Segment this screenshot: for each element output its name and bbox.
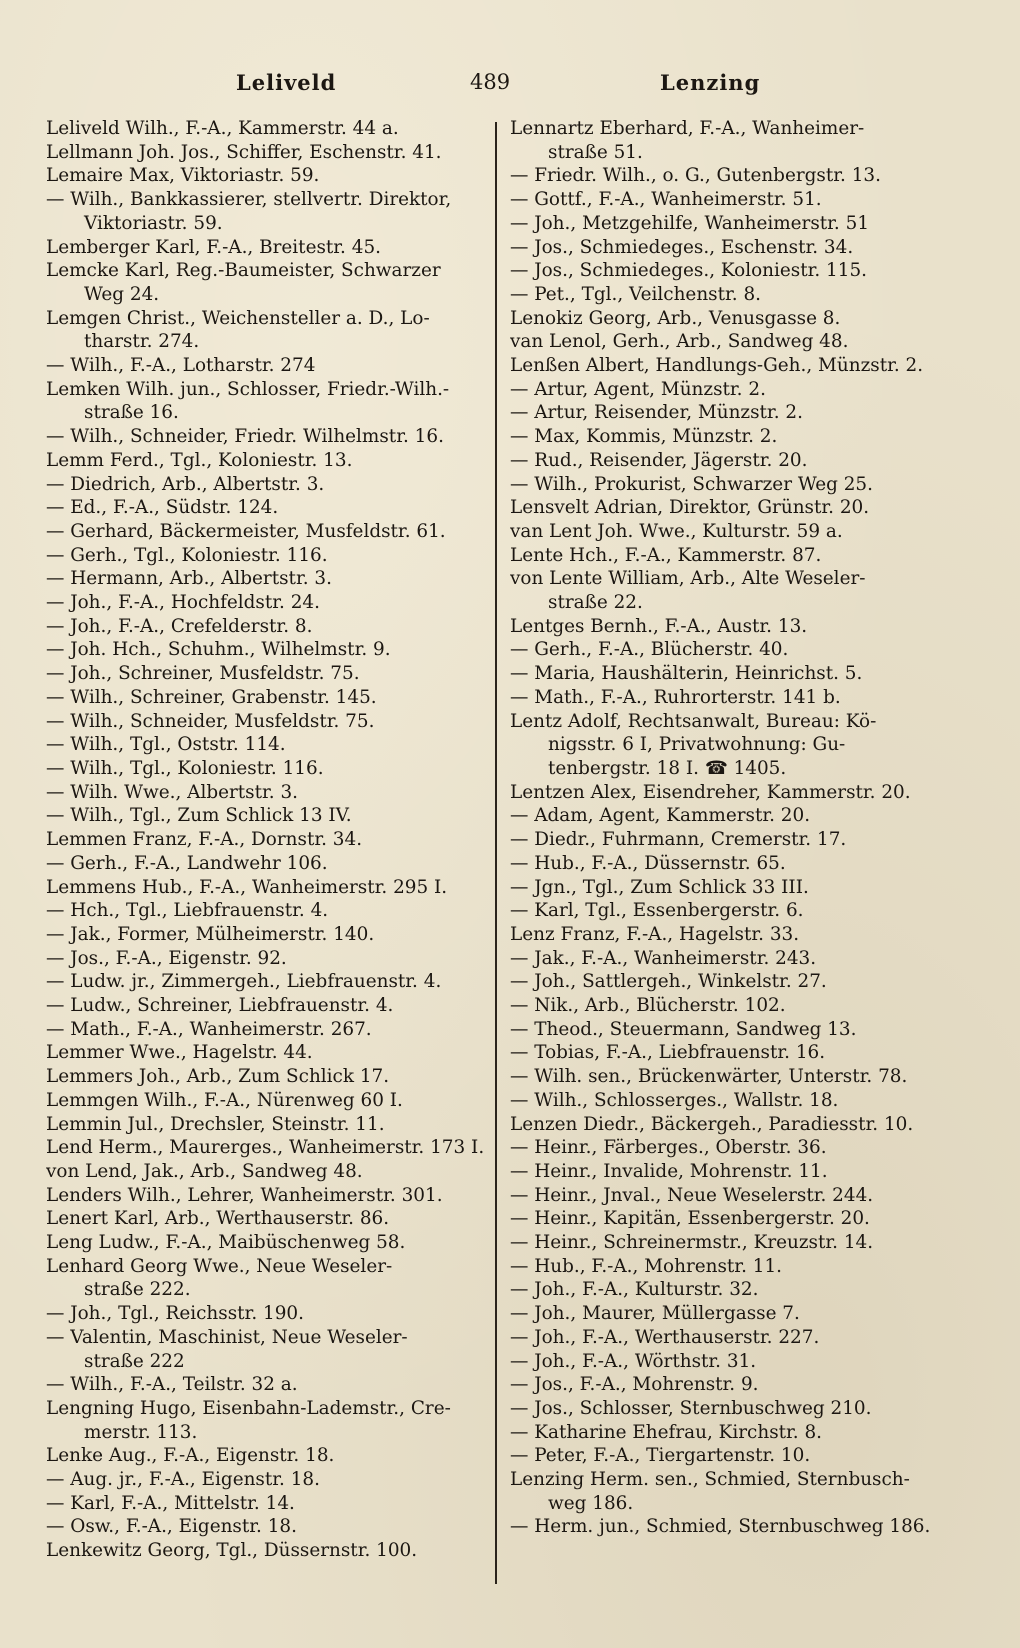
directory-entry [46, 828, 488, 852]
directory-entry [46, 425, 488, 449]
directory-entry [46, 141, 488, 165]
directory-entry [510, 1468, 948, 1515]
entry-line: Lemm Ferd., Tgl., Koloniestr. 13. [46, 449, 353, 471]
entry-line: — Aug. jr., F.-A., Eigenstr. 18. [46, 1469, 320, 1491]
entry-line: — Joh., F.-A., Hochfeldstr. 24. [46, 592, 320, 614]
directory-entry [46, 117, 488, 141]
entry-line: Lennartz Eberhard, F.-A., Wanheimer- [510, 118, 865, 139]
directory-entry [46, 567, 488, 591]
directory-entry [510, 1113, 948, 1137]
directory-entry [510, 378, 948, 402]
entry-line: Lemgen Christ., Weichensteller a. D., Lo- [46, 307, 430, 329]
directory-entry [510, 567, 948, 614]
directory-entry [510, 1350, 948, 1374]
directory-entry [510, 994, 948, 1018]
entry-line: — Wilh., F.-A., Lotharstr. 274 [46, 355, 316, 377]
entry-continuation-line: straße 222 [84, 1350, 185, 1372]
entry-line: Lemaire Max, Viktoriastr. 59. [46, 165, 320, 187]
directory-entry [510, 1089, 948, 1113]
entry-line: — Wilh., Schneider, Friedr. Wilhelmstr. 16. [46, 426, 444, 448]
entry-line: — Max, Kommis, Münzstr. 2. [510, 426, 778, 448]
directory-entry [46, 923, 488, 947]
directory-entry [46, 496, 488, 520]
directory-entry [510, 544, 948, 568]
entry-line: — Maria, Haushälterin, Heinrichst. 5. [510, 663, 863, 685]
entry-line: — Rud., Reisender, Jägerstr. 20. [510, 449, 808, 471]
directory-entry [510, 212, 948, 236]
entry-line: — Wilh., F.-A., Teilstr. 32 a. [46, 1374, 298, 1396]
entry-line: — Ludw. jr., Zimmergeh., Liebfrauenstr. 4. [46, 971, 442, 993]
entry-line: — Gerh., F.-A., Blücherstr. 40. [510, 639, 789, 661]
entry-continuation-line: merstr. 113. [84, 1421, 198, 1443]
entry-line: — Joh., F.-A., Werthauserstr. 227. [510, 1326, 820, 1348]
directory-entry [46, 164, 488, 188]
entry-line: — Jak., Former, Mülheimerstr. 140. [46, 923, 375, 945]
directory-entry [510, 188, 948, 212]
directory-entry [46, 733, 488, 757]
directory-entry [510, 1041, 948, 1065]
directory-entry [46, 544, 488, 568]
entry-line: Leng Ludw., F.-A., Maibüschenweg 58. [46, 1232, 406, 1254]
entry-line: Lemmin Jul., Drechsler, Steinstr. 11. [46, 1113, 385, 1135]
directory-entry [510, 781, 948, 805]
entry-line: — Heinr., Schreinermstr., Kreuzstr. 14. [510, 1232, 874, 1254]
directory-entry [510, 425, 948, 449]
directory-entry [510, 1373, 948, 1397]
entry-line: — Gerhard, Bäckermeister, Musfeldstr. 61. [46, 520, 446, 542]
directory-entry [510, 1444, 948, 1468]
entry-line: — Herm. jun., Schmied, Sternbuschweg 186. [510, 1516, 931, 1538]
entry-line: Lemmers Joh., Arb., Zum Schlick 17. [46, 1066, 390, 1088]
entry-line: van Lenol, Gerh., Arb., Sandweg 48. [510, 331, 849, 353]
entry-line: — Heinr., Jnval., Neue Weselerstr. 244. [510, 1184, 874, 1206]
entry-line: Lend Herm., Maurerges., Wanheimerstr. 173 I. [46, 1137, 485, 1159]
directory-entry [46, 1065, 488, 1089]
directory-entry [510, 1231, 948, 1255]
left-column [46, 117, 488, 1563]
directory-entry [510, 1515, 948, 1539]
entry-line: — Wilh., Tgl., Oststr. 114. [46, 734, 286, 756]
entry-line: Lentz Adolf, Rechtsanwalt, Bureau: Kö- [510, 710, 877, 732]
directory-entry [510, 473, 948, 497]
entry-line: Lellmann Joh. Jos., Schiffer, Eschenstr. 41. [46, 141, 442, 163]
directory-entry [510, 710, 948, 781]
entry-line: Lenokiz Georg, Arb., Venusgasse 8. [510, 307, 841, 329]
directory-entry [46, 1018, 488, 1042]
directory-entry [46, 899, 488, 923]
entry-line: van Lent Joh. Wwe., Kulturstr. 59 a. [510, 520, 843, 542]
entry-continuation-line: straße 22. [548, 592, 643, 614]
entry-continuation-line: nigsstr. 6 I, Privatwohnung: Gu- [548, 734, 846, 756]
directory-entry [510, 899, 948, 923]
directory-entry [510, 1421, 948, 1445]
entry-line: — Heinr., Färberges., Oberstr. 36. [510, 1137, 827, 1159]
directory-entry [46, 354, 488, 378]
directory-entry [46, 1468, 488, 1492]
directory-entry [510, 1255, 948, 1279]
entry-line: — Nik., Arb., Blücherstr. 102. [510, 995, 786, 1017]
entry-line: — Gerh., F.-A., Landwehr 106. [46, 852, 328, 874]
entry-line: — Wilh. Wwe., Albertstr. 3. [46, 781, 299, 803]
entry-line: Lengning Hugo, Eisenbahn-Lademstr., Cre- [46, 1397, 451, 1419]
directory-entry [510, 283, 948, 307]
directory-entry [46, 307, 488, 354]
directory-entry [510, 947, 948, 971]
entry-line: — Wilh., Tgl., Zum Schlick 13 IV. [46, 805, 352, 827]
directory-entry [510, 876, 948, 900]
entry-line: — Joh., F.-A., Wörthstr. 31. [510, 1350, 757, 1372]
directory-entry [510, 117, 948, 164]
directory-entry [510, 1278, 948, 1302]
directory-entry [510, 852, 948, 876]
entry-line: — Theod., Steuermann, Sandweg 13. [510, 1018, 857, 1040]
entry-line: — Joh., Metzgehilfe, Wanheimerstr. 51 [510, 212, 870, 234]
directory-entry [46, 378, 488, 425]
entry-line: Lenz Franz, F.-A., Hagelstr. 33. [510, 923, 800, 945]
entry-line: — Joh. Hch., Schuhm., Wilhelmstr. 9. [46, 639, 391, 661]
directory-entry [46, 236, 488, 260]
entry-line: — Hch., Tgl., Liebfrauenstr. 4. [46, 900, 329, 922]
directory-entry [510, 1207, 948, 1231]
entry-line: — Hub., F.-A., Mohrenstr. 11. [510, 1255, 783, 1277]
entry-line: — Wilh., Prokurist, Schwarzer Weg 25. [510, 473, 873, 495]
directory-entry [510, 307, 948, 331]
entry-continuation-line: Weg 24. [84, 283, 160, 305]
entry-line: Lemmgen Wilh., F.-A., Nürenweg 60 I. [46, 1089, 403, 1111]
entry-line: von Lente William, Arb., Alte Weseler- [510, 568, 866, 590]
directory-entry [46, 615, 488, 639]
directory-entry [46, 1444, 488, 1468]
directory-entry [46, 781, 488, 805]
directory-entry [46, 188, 488, 235]
directory-entry [46, 804, 488, 828]
entry-continuation-line: straße 51. [548, 141, 643, 163]
entry-continuation-line: weg 186. [548, 1492, 634, 1514]
entry-line: Lemken Wilh. jun., Schlosser, Friedr.-Wilh.- [46, 378, 450, 400]
entry-line: — Valentin, Maschinist, Neue Weseler- [46, 1326, 408, 1348]
directory-entry [510, 354, 948, 378]
entry-line: — Joh., F.-A., Crefelderstr. 8. [46, 615, 313, 637]
entry-line: — Heinr., Invalide, Mohrenstr. 11. [510, 1160, 828, 1182]
directory-entry [46, 449, 488, 473]
entry-line: Lemberger Karl, F.-A., Breitestr. 45. [46, 236, 381, 258]
directory-entry [510, 1397, 948, 1421]
directory-entry [46, 970, 488, 994]
directory-entry [510, 236, 948, 260]
entry-line: — Artur, Reisender, Münzstr. 2. [510, 402, 803, 424]
directory-entry [46, 876, 488, 900]
entry-line: — Karl, Tgl., Essenbergerstr. 6. [510, 900, 804, 922]
directory-entry [46, 1041, 488, 1065]
directory-entry [510, 1065, 948, 1089]
entry-line: Leliveld Wilh., F.-A., Kammerstr. 44 a. [46, 118, 399, 139]
entry-line: — Wilh., Schlosserges., Wallstr. 18. [510, 1089, 839, 1111]
directory-entry [510, 828, 948, 852]
entry-line: Lenhard Georg Wwe., Neue Weseler- [46, 1255, 393, 1277]
entry-line: — Joh., Sattlergeh., Winkelstr. 27. [510, 971, 827, 993]
right-column [510, 117, 948, 1539]
entry-line: — Joh., Tgl., Reichsstr. 190. [46, 1303, 304, 1325]
entry-continuation-line: straße 16. [84, 402, 179, 424]
entry-line: Lemmer Wwe., Hagelstr. 44. [46, 1042, 313, 1064]
directory-entry [46, 1231, 488, 1255]
directory-entry [510, 449, 948, 473]
page-header [46, 70, 960, 106]
directory-entry [46, 1397, 488, 1444]
directory-entry [46, 852, 488, 876]
directory-entry [46, 1373, 488, 1397]
entry-line: Lemmen Franz, F.-A., Dornstr. 34. [46, 829, 363, 851]
running-head-left: Leliveld [236, 70, 337, 95]
directory-entry [46, 710, 488, 734]
entry-line: — Diedrich, Arb., Albertstr. 3. [46, 473, 325, 495]
directory-entry [46, 994, 488, 1018]
entry-line: — Hub., F.-A., Düssernstr. 65. [510, 852, 786, 874]
entry-line: — Jos., Schlosser, Sternbuschweg 210. [510, 1397, 872, 1419]
entry-continuation-line: tenbergstr. 18 I. ☎ 1405. [548, 757, 787, 779]
entry-line: — Jos., F.-A., Mohrenstr. 9. [510, 1374, 759, 1396]
directory-entry [510, 330, 948, 354]
directory-entry [46, 259, 488, 306]
entry-line: — Artur, Agent, Münzstr. 2. [510, 378, 766, 400]
entry-line: — Joh., Maurer, Müllergasse 7. [510, 1303, 800, 1325]
entry-line: — Jos., F.-A., Eigenstr. 92. [46, 947, 287, 969]
directory-entry [510, 164, 948, 188]
directory-entry [510, 686, 948, 710]
directory-entry [46, 591, 488, 615]
directory-entry [46, 520, 488, 544]
entry-line: — Friedr. Wilh., o. G., Gutenbergstr. 13. [510, 165, 881, 187]
running-head-right: Lenzing [660, 70, 761, 95]
entry-line: — Joh., Schreiner, Musfeldstr. 75. [46, 663, 360, 685]
entry-line: Lentzen Alex, Eisendreher, Kammerstr. 20. [510, 781, 911, 803]
directory-entry [46, 1207, 488, 1231]
directory-entry [510, 1184, 948, 1208]
entry-line: — Math., F.-A., Ruhrorterstr. 141 b. [510, 686, 841, 708]
directory-entry [46, 662, 488, 686]
entry-line: — Pet., Tgl., Veilchenstr. 8. [510, 283, 762, 305]
directory-entry [46, 1255, 488, 1302]
entry-line: — Osw., F.-A., Eigenstr. 18. [46, 1516, 297, 1538]
entry-continuation-line: Viktoriastr. 59. [84, 212, 223, 234]
entry-line: — Diedr., Fuhrmann, Cremerstr. 17. [510, 829, 847, 851]
entry-line: — Math., F.-A., Wanheimerstr. 267. [46, 1018, 372, 1040]
directory-entry [510, 615, 948, 639]
directory-entry [46, 638, 488, 662]
entry-line: Lenkewitz Georg, Tgl., Düssernstr. 100. [46, 1540, 418, 1562]
directory-entry [46, 1326, 488, 1373]
entry-line: — Gerh., Tgl., Koloniestr. 116. [46, 544, 328, 566]
entry-line: — Tobias, F.-A., Liebfrauenstr. 16. [510, 1042, 826, 1064]
entry-line: Lenzing Herm. sen., Schmied, Sternbusch- [510, 1469, 910, 1491]
directory-entry [46, 1184, 488, 1208]
entry-line: — Wilh., Schreiner, Grabenstr. 145. [46, 686, 377, 708]
directory-entry [510, 662, 948, 686]
entry-line: — Jgn., Tgl., Zum Schlick 33 III. [510, 876, 809, 898]
directory-entry [510, 1326, 948, 1350]
entry-line: — Jos., Schmiedeges., Eschenstr. 34. [510, 236, 854, 258]
directory-entry [46, 947, 488, 971]
entry-line: — Ludw., Schreiner, Liebfrauenstr. 4. [46, 995, 394, 1017]
directory-entry [46, 686, 488, 710]
directory-entry [510, 1018, 948, 1042]
directory-entry [510, 638, 948, 662]
directory-entry [46, 1302, 488, 1326]
entry-line: von Lend, Jak., Arb., Sandweg 48. [46, 1160, 363, 1182]
directory-entry [510, 1302, 948, 1326]
directory-entry [510, 259, 948, 283]
directory-entry [510, 804, 948, 828]
entry-line: — Katharine Ehefrau, Kirchstr. 8. [510, 1421, 823, 1443]
entry-line: — Jak., F.-A., Wanheimerstr. 243. [510, 947, 817, 969]
entry-line: — Karl, F.-A., Mittelstr. 14. [46, 1492, 295, 1514]
directory-entry [510, 970, 948, 994]
directory-entry [510, 520, 948, 544]
entry-line: Lensvelt Adrian, Direktor, Grünstr. 20. [510, 497, 870, 519]
entry-line: — Joh., F.-A., Kulturstr. 32. [510, 1279, 759, 1301]
entry-line: Lenke Aug., F.-A., Eigenstr. 18. [46, 1445, 335, 1467]
directory-entry [510, 496, 948, 520]
entry-line: — Ed., F.-A., Südstr. 124. [46, 497, 279, 519]
entry-line: — Wilh., Tgl., Koloniestr. 116. [46, 757, 324, 779]
directory-entry [46, 1089, 488, 1113]
entry-line: — Peter, F.-A., Tiergartenstr. 10. [510, 1445, 811, 1467]
entry-line: Lemcke Karl, Reg.-Baumeister, Schwarzer [46, 260, 441, 282]
page-number: 489 [470, 70, 511, 94]
entry-line: — Wilh. sen., Brückenwärter, Unterstr. 78. [510, 1066, 908, 1088]
entry-line: Lenders Wilh., Lehrer, Wanheimerstr. 301. [46, 1184, 443, 1206]
entry-line: Lemmens Hub., F.-A., Wanheimerstr. 295 I. [46, 876, 448, 898]
directory-entry [46, 1515, 488, 1539]
directory-entry [46, 473, 488, 497]
entry-line: — Hermann, Arb., Albertstr. 3. [46, 568, 332, 590]
entry-line: — Gottf., F.-A., Wanheimerstr. 51. [510, 189, 822, 211]
entry-line: — Adam, Agent, Kammerstr. 20. [510, 805, 811, 827]
column-divider [495, 122, 497, 1584]
directory-entry [46, 1160, 488, 1184]
entry-line: Lenert Karl, Arb., Werthauserstr. 86. [46, 1208, 390, 1230]
directory-entry [510, 923, 948, 947]
directory-entry [510, 1136, 948, 1160]
entry-line: Lenßen Albert, Handlungs-Geh., Münzstr. 2. [510, 355, 924, 377]
entry-line: — Heinr., Kapitän, Essenbergerstr. 20. [510, 1208, 870, 1230]
entry-line: Lenzen Diedr., Bäckergeh., Paradiesstr. 10. [510, 1113, 914, 1135]
directory-entry [510, 1160, 948, 1184]
directory-entry [46, 1539, 488, 1563]
directory-entry [46, 1136, 488, 1160]
directory-entry [510, 401, 948, 425]
directory-entry [46, 757, 488, 781]
entry-line: Lentges Bernh., F.-A., Austr. 13. [510, 615, 808, 637]
entry-continuation-line: straße 222. [84, 1279, 191, 1301]
directory-entry [46, 1492, 488, 1516]
entry-line: Lente Hch., F.-A., Kammerstr. 87. [510, 544, 822, 566]
entry-line: — Wilh., Bankkassierer, stellvertr. Direktor, [46, 189, 452, 211]
directory-entry [46, 1113, 488, 1137]
entry-line: — Wilh., Schneider, Musfeldstr. 75. [46, 710, 375, 732]
entry-continuation-line: tharstr. 274. [84, 331, 200, 353]
entry-line: — Jos., Schmiedeges., Koloniestr. 115. [510, 260, 868, 282]
